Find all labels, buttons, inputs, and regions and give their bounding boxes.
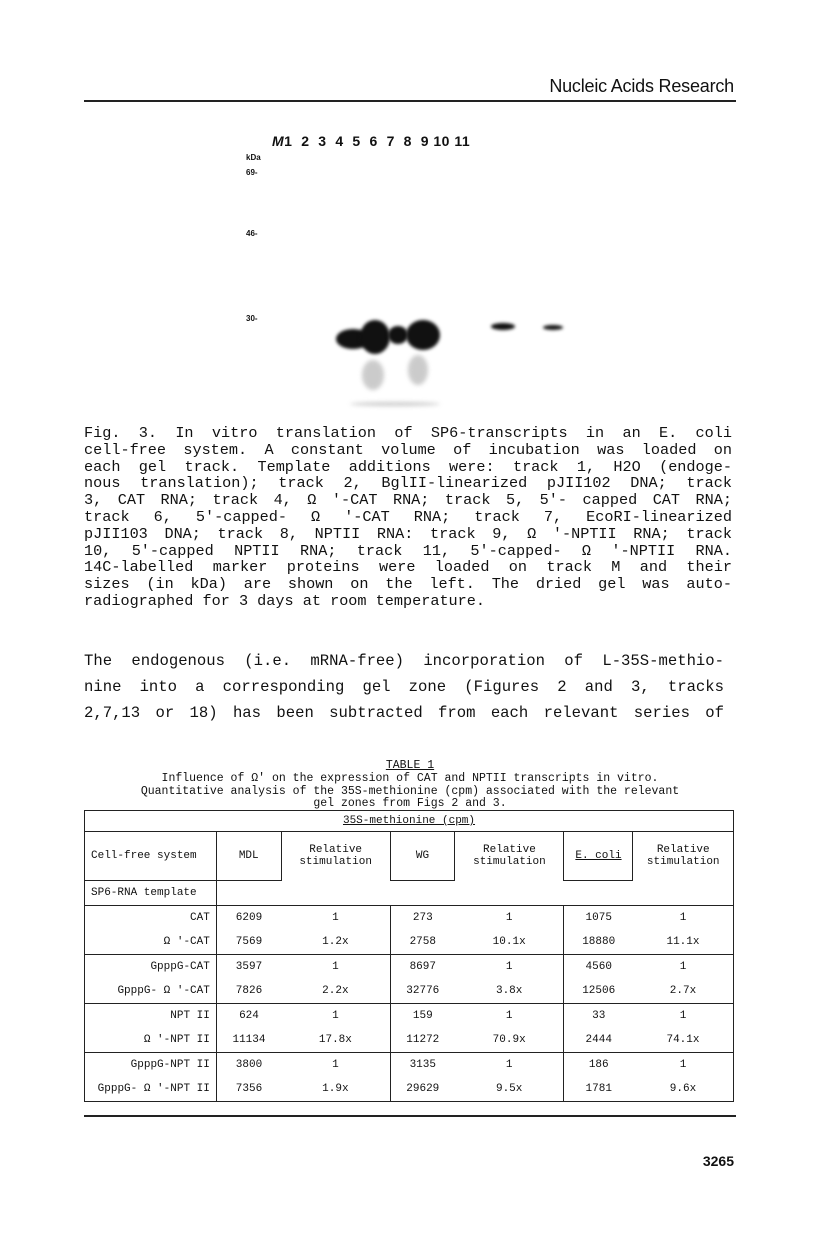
row-value: 3135 — [390, 1053, 455, 1078]
gel-smear — [350, 402, 440, 406]
col-header: Relative stimulation — [633, 832, 734, 881]
caption-line: pJII103 DNA; track 8, NPTII RNA: track 9, Ω '-NPTII RNA; track — [84, 524, 732, 543]
caption-line: radiographed for 3 days at room temperature. — [84, 591, 486, 610]
row-value: 11272 — [390, 1028, 455, 1053]
col-header: WG — [390, 832, 455, 881]
table-row — [85, 1028, 734, 1053]
gel-band — [543, 325, 563, 330]
caption-line: track 6, 5'-capped- Ω '-CAT RNA; track 7, EcoRI-linearized — [84, 507, 732, 526]
table-row — [85, 955, 734, 980]
row-value: 8697 — [390, 955, 455, 980]
row-value: 1 — [281, 955, 390, 980]
col-header — [564, 832, 633, 881]
body-line: The endogenous (i.e. mRNA-free) incorporation of L-35S-methio- — [84, 652, 724, 670]
row-value: 1 — [281, 1004, 390, 1029]
row-value: 17.8x — [281, 1028, 390, 1053]
row-value: 1.9x — [281, 1077, 390, 1102]
row-template: Ω '-CAT — [85, 930, 217, 955]
row-value: 1781 — [564, 1077, 633, 1102]
caption-line: sizes (in kDa) are shown on the left. The dried gel was auto- — [84, 575, 732, 594]
row-value: 70.9x — [455, 1028, 564, 1053]
journal-title: Nucleic Acids Research — [549, 76, 734, 96]
table-row — [85, 1053, 734, 1078]
row-value: 11134 — [216, 1028, 281, 1053]
gel-band — [388, 326, 408, 344]
table-label: TABLE 1 — [385, 759, 435, 772]
body-line: 2,7,13 or 18) has been subtracted from each relevant series of — [84, 704, 724, 722]
row-value: 273 — [390, 906, 455, 931]
row-value: 3800 — [216, 1053, 281, 1078]
row-value: 159 — [390, 1004, 455, 1029]
row-value: 1 — [455, 1053, 564, 1078]
caption-line: cell-free system. A constant volume of incubation was loaded on — [84, 440, 732, 459]
row-template: GpppG-NPT II — [85, 1053, 217, 1078]
row-value: 7826 — [216, 979, 281, 1004]
col-header: MDL — [216, 832, 281, 881]
row-value: 7569 — [216, 930, 281, 955]
table-row — [85, 1004, 734, 1029]
row-value: 74.1x — [633, 1028, 734, 1053]
row-template: GpppG- Ω '-NPT II — [85, 1077, 217, 1102]
data-table — [84, 810, 734, 1102]
row-value: 6209 — [216, 906, 281, 931]
subheader: SP6-RNA template — [85, 881, 217, 906]
row-template: Ω '-NPT II — [85, 1028, 217, 1053]
span-header-text: 35S-methionine (cpm) — [342, 815, 476, 827]
caption-line: 3, CAT RNA; track 4, Ω '-CAT RNA; track 5, 5'- capped CAT RNA; — [84, 491, 732, 510]
caption-line: 14C-labelled marker proteins were loaded on track M and their — [84, 558, 732, 577]
row-value: 3.8x — [455, 979, 564, 1004]
gel-band — [360, 320, 390, 354]
row-value: 10.1x — [455, 930, 564, 955]
body-line: nine into a corresponding gel zone (Figures 2 and 3, tracks — [84, 678, 724, 696]
table-row — [85, 979, 734, 1004]
row-value: 1 — [281, 1053, 390, 1078]
figure-caption — [84, 425, 732, 610]
row-value: 9.5x — [455, 1077, 564, 1102]
row-value: 18880 — [564, 930, 633, 955]
table-row — [85, 1077, 734, 1102]
gel-smear — [362, 360, 384, 390]
row-value: 1 — [633, 1053, 734, 1078]
marker-69: 69- — [246, 168, 258, 177]
row-template: GpppG-CAT — [85, 955, 217, 980]
gel-smear — [408, 355, 428, 385]
marker-46: 46- — [246, 229, 258, 238]
row-value: 186 — [564, 1053, 633, 1078]
row-value: 1.2x — [281, 930, 390, 955]
kda-unit-label: kDa — [246, 153, 261, 162]
row-value: 1 — [633, 906, 734, 931]
table-row — [85, 906, 734, 931]
caption-line: nous translation); track 2, BglII-linearized pJII102 DNA; track — [84, 474, 732, 493]
lane-number-labels: 1 2 3 4 5 6 7 8 9 10 11 — [284, 133, 471, 149]
row-value: 3597 — [216, 955, 281, 980]
gel-lane-labels — [272, 133, 470, 149]
gel-band — [406, 320, 440, 350]
row-template: CAT — [85, 906, 217, 931]
row-value: 1 — [633, 1004, 734, 1029]
row-value: 1075 — [564, 906, 633, 931]
row-value: 1 — [281, 906, 390, 931]
row-value: 7356 — [216, 1077, 281, 1102]
row-value: 624 — [216, 1004, 281, 1029]
row-value: 2758 — [390, 930, 455, 955]
lane-m-label: M — [272, 133, 285, 149]
col-header-ecoli: E. coli — [575, 850, 622, 862]
body-paragraph — [84, 648, 724, 726]
table-row — [85, 930, 734, 955]
col-header: Cell-free system — [85, 832, 217, 881]
blank-cell — [216, 881, 733, 906]
row-value: 9.6x — [633, 1077, 734, 1102]
caption-line: 10, 5'-capped NPTII RNA; track 11, 5'-capped- Ω '-NPTII RNA. — [84, 541, 732, 560]
table-title-line: Quantitative analysis of the 35S-methionine (cpm) associated with the relevant — [140, 785, 680, 798]
row-value: 12506 — [564, 979, 633, 1004]
gel-band — [491, 323, 515, 330]
caption-line: each gel track. Template additions were: track 1, H2O (endoge- — [84, 457, 732, 476]
row-value: 11.1x — [633, 930, 734, 955]
span-header — [85, 811, 734, 832]
row-value: 1 — [455, 906, 564, 931]
table-title-line: gel zones from Figs 2 and 3. — [313, 797, 507, 810]
row-value: 33 — [564, 1004, 633, 1029]
row-value: 1 — [455, 1004, 564, 1029]
row-value: 4560 — [564, 955, 633, 980]
row-value: 1 — [633, 955, 734, 980]
col-header: Relative stimulation — [455, 832, 564, 881]
row-value: 2.7x — [633, 979, 734, 1004]
row-value: 32776 — [390, 979, 455, 1004]
row-value: 29629 — [390, 1077, 455, 1102]
row-value: 2.2x — [281, 979, 390, 1004]
table-title-line: Influence of Ω' on the expression of CAT and NPTII transcripts in vitro. — [161, 772, 659, 785]
row-value: 1 — [455, 955, 564, 980]
row-template: NPT II — [85, 1004, 217, 1029]
caption-line: Fig. 3. In vitro translation of SP6-transcripts in an E. coli — [84, 424, 732, 442]
page-number: 3265 — [702, 1153, 734, 1169]
footer-rule — [84, 1115, 736, 1117]
header-rule — [84, 100, 736, 102]
table-body — [85, 906, 734, 1102]
col-header: Relative stimulation — [281, 832, 390, 881]
marker-30: 30- — [246, 314, 258, 323]
row-template: GpppG- Ω '-CAT — [85, 979, 217, 1004]
row-value: 2444 — [564, 1028, 633, 1053]
